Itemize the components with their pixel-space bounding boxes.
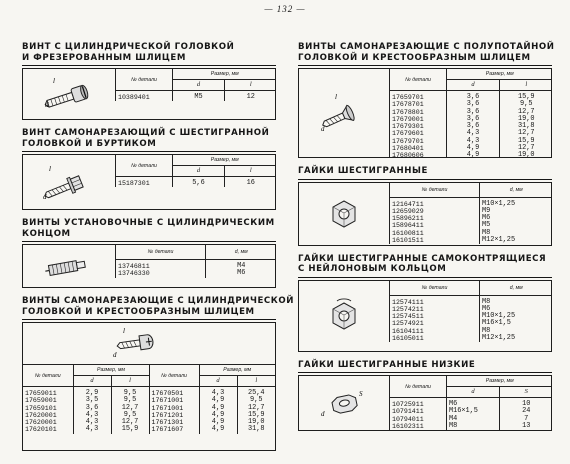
part-box	[22, 244, 276, 288]
header-l: l	[225, 166, 277, 177]
part-box	[298, 68, 552, 158]
table-row	[390, 423, 553, 430]
section-countersunk-tapping-screws	[298, 42, 555, 158]
section-title: И ФРЕЗЕРОВАННЫМ ШЛИЦЕМ	[22, 52, 186, 63]
section-nylon-lock-nuts	[298, 254, 552, 352]
cell-d: 4,3	[73, 419, 111, 426]
cell-part: 12574511	[390, 313, 480, 320]
thin-hex-nut-drawing-icon	[299, 376, 389, 431]
section-hex-nuts	[298, 166, 552, 246]
cell-l: 19,0	[237, 419, 275, 426]
header-size: Размер, мм	[199, 365, 275, 376]
title-underline	[22, 65, 276, 66]
cell-s: 13	[500, 423, 553, 430]
cell-d: M10×1,25	[480, 313, 553, 320]
header-d: d	[173, 166, 225, 177]
cell-l: 31,8	[237, 426, 275, 433]
cell-part: 10791411	[390, 408, 447, 415]
table-row	[116, 263, 277, 270]
table-row	[116, 180, 277, 187]
cell-d: 3,6	[447, 109, 500, 116]
cell-l: 9,5	[500, 101, 553, 108]
cell-part: 17678701	[390, 101, 447, 108]
title-underline	[298, 372, 552, 373]
cell-d: M10×1,25	[480, 201, 553, 208]
table-row	[390, 313, 553, 320]
title-underline	[298, 179, 552, 180]
cell-part: 15896411	[390, 222, 480, 229]
cell-l: 31,8	[500, 123, 553, 130]
cell-part: 13746811	[116, 263, 206, 270]
cell-d: 4,3	[73, 426, 111, 433]
cell-part: 17659101	[25, 404, 57, 412]
cell-part: 12574211	[390, 306, 480, 313]
cell-part: 16105011	[390, 335, 480, 342]
title-underline	[22, 151, 276, 152]
cell-l: 12	[225, 94, 277, 101]
section-title: ВИНТЫ САМОНАРЕЗАЮЩИЕ С ПОЛУПОТАЙНОЙ	[298, 42, 555, 52]
cell-l: 9,5	[237, 397, 275, 404]
cell-part: 16101511	[390, 237, 480, 244]
table-row	[390, 230, 553, 237]
part-box	[298, 375, 552, 431]
right-column	[298, 42, 555, 431]
section-hex-tapping-screw	[22, 128, 276, 210]
table-row	[23, 426, 275, 433]
set-screw-drawing-icon	[23, 245, 113, 288]
cell-part: 12574921	[390, 320, 480, 327]
left-column	[22, 42, 294, 451]
cell-l: 12,7	[500, 130, 553, 137]
cell-part: 17679601	[390, 130, 447, 137]
hex-nut-drawing-icon	[299, 183, 389, 246]
cell-part: 10725911	[390, 401, 447, 408]
header-d: d, мм	[480, 183, 553, 198]
header-size: Размер, мм	[447, 69, 553, 80]
cell-part: 17679701	[390, 138, 447, 145]
svg-text:d: d	[45, 101, 49, 109]
section-title: ГАЙКИ ШЕСТИГРАННЫЕ НИЗКИЕ	[298, 359, 476, 370]
cell-l: 15,9	[111, 426, 149, 433]
header-d: d, мм	[206, 245, 277, 260]
cell-d: 4,3	[73, 412, 111, 419]
cell-part: 16104111	[390, 328, 480, 335]
table-row	[390, 237, 553, 244]
nylon-lock-nut-drawing-icon	[299, 281, 389, 352]
header-part-number: № детали	[116, 155, 173, 177]
header-d: d	[447, 80, 500, 91]
cell-part: 17679301	[390, 123, 447, 130]
svg-text:S: S	[359, 390, 363, 398]
header-size: Размер, мм	[447, 376, 553, 387]
parts-table	[115, 245, 276, 278]
header-part-number: № детали	[116, 245, 206, 260]
cell-part: 17670501	[149, 390, 199, 397]
table-row	[23, 419, 275, 426]
header-s: S	[500, 387, 553, 398]
header-d: d	[173, 80, 225, 91]
cell-d: M5	[173, 94, 225, 101]
cell-part: 13746330	[116, 270, 206, 277]
cell-d: M8	[447, 423, 500, 430]
title-underline	[22, 241, 276, 242]
cell-d: M12×1,25	[480, 237, 553, 244]
table-row	[23, 405, 275, 412]
table-row	[390, 306, 553, 313]
title-underline	[22, 319, 276, 320]
section-title: ГОЛОВКОЙ И КРЕСТООБРАЗНЫМ ШЛИЦЕМ	[22, 306, 255, 317]
table-row	[390, 328, 553, 335]
cell-l: 12,7	[237, 405, 275, 412]
header-d: d	[447, 387, 500, 398]
cell-part: 12574111	[390, 299, 480, 306]
header-d: d, мм	[480, 281, 553, 296]
part-box	[298, 280, 552, 352]
section-title: КОНЦОМ	[22, 228, 71, 239]
cell-d: 4,3	[447, 130, 500, 137]
part-box	[298, 182, 552, 246]
table-row	[390, 152, 553, 158]
cell-part: 17679001	[390, 116, 447, 123]
cell-part: 17659001	[25, 397, 57, 405]
section-thin-hex-nuts	[298, 360, 552, 432]
section-pan-head-tapping-screws	[22, 296, 294, 451]
cell-part: 10794011	[390, 416, 447, 423]
svg-text:d: d	[113, 351, 117, 359]
cell-d: 4,9	[199, 405, 237, 412]
title-underline	[298, 65, 552, 66]
cell-part: 17671607	[149, 426, 199, 433]
svg-text:d: d	[321, 125, 325, 133]
cell-d: 4,9	[447, 152, 500, 158]
cell-l: 9,5	[111, 390, 149, 397]
table-row	[116, 270, 277, 277]
svg-text:l: l	[335, 93, 337, 101]
header-size: Размер, мм	[173, 69, 277, 80]
cell-s: 7	[500, 416, 553, 423]
section-title: ВИНТ САМОНАРЕЗАЮЩИЙ С ШЕСТИГРАННОЙ	[22, 128, 270, 138]
section-cylinder-head-screw	[22, 42, 276, 120]
cell-part: 17671201	[149, 412, 199, 419]
cell-part: 17620101	[25, 426, 57, 434]
section-title: ВИНТЫ САМОНАРЕЗАЮЩИЕ С ЦИЛИНДРИЧЕСКОЙ	[22, 296, 294, 306]
header-size: Размер, мм	[73, 365, 149, 376]
cell-part: 12164711	[390, 201, 480, 208]
cell-l: 16	[225, 180, 277, 187]
section-title: С НЕЙЛОНОВЫМ КОЛЬЦОМ	[298, 264, 447, 274]
cell-d: 4,3	[199, 390, 237, 397]
header-l: l	[111, 376, 149, 387]
svg-text:d: d	[321, 410, 325, 418]
cell-l: 15,9	[237, 412, 275, 419]
cell-l: 12,7	[500, 145, 553, 152]
section-title: ГОЛОВКОЙ И КРЕСТООБРАЗНЫМ ШЛИЦЕМ	[298, 52, 531, 63]
cell-d: 4,3	[447, 138, 500, 145]
cell-l: 12,7	[500, 109, 553, 116]
table-row	[390, 201, 553, 208]
header-l: l	[500, 80, 553, 91]
header-part-number: № детали	[23, 365, 73, 387]
cell-d: 4,9	[447, 145, 500, 152]
cell-l: 15,9	[500, 138, 553, 145]
cell-d: M16×1,5	[447, 408, 500, 415]
cell-d: M6	[447, 401, 500, 408]
cell-part: 17671001	[149, 397, 199, 404]
header-part-number: № детали	[390, 69, 447, 91]
cell-part: 16100811	[390, 230, 480, 237]
parts-table	[389, 183, 552, 245]
table-row	[390, 222, 553, 229]
pan-head-cross-screw-drawing-icon	[23, 323, 276, 367]
cell-d: M8	[480, 328, 553, 335]
header-part-number: № детали	[390, 376, 447, 398]
parts-table	[115, 155, 276, 187]
cell-d: M4	[447, 416, 500, 423]
cell-part: 16102311	[390, 423, 447, 430]
part-box	[22, 154, 276, 210]
table-row	[23, 412, 275, 419]
cell-part: 17659701	[390, 94, 447, 101]
cell-l: 19,0	[500, 116, 553, 123]
cell-d: M16×1,5	[480, 320, 553, 327]
header-part-number: № детали	[390, 183, 480, 198]
cell-part: 17671001	[149, 405, 199, 412]
cell-part: 17620001	[25, 411, 57, 419]
part-box	[22, 322, 276, 451]
cell-d: M6	[206, 270, 277, 277]
cylinder-head-screw-drawing-icon	[23, 69, 113, 120]
cell-part: 17671301	[149, 419, 199, 426]
cell-d: 4,9	[199, 412, 237, 419]
svg-text:l: l	[49, 165, 51, 173]
cell-part: 15896211	[390, 215, 480, 222]
section-title: ВИНТ С ЦИЛИНДРИЧЕСКОЙ ГОЛОВКОЙ	[22, 42, 235, 52]
cell-d: M5	[480, 222, 553, 229]
cell-s: 24	[500, 408, 553, 415]
cell-l: 12,7	[111, 419, 149, 426]
parts-table	[115, 69, 276, 101]
cell-d: 3,6	[447, 116, 500, 123]
cell-part: 10389401	[116, 94, 173, 101]
page-number: — 132 —	[264, 4, 306, 14]
cell-d: 4,9	[199, 419, 237, 426]
cell-d: 4,9	[199, 426, 237, 433]
header-l: l	[237, 376, 275, 387]
svg-text:d: d	[43, 193, 47, 201]
cell-d: M12×1,25	[480, 335, 553, 342]
header-part-number: № детали	[149, 365, 199, 387]
cell-d: 3,6	[447, 101, 500, 108]
cell-d: 2,9	[73, 390, 111, 397]
table-row	[116, 94, 277, 101]
cell-l: 19,0	[500, 152, 553, 158]
cell-d: 3,6	[73, 405, 111, 412]
cell-part: 17678801	[390, 109, 447, 116]
cell-d: M9	[480, 208, 553, 215]
table-row	[23, 397, 275, 404]
countersunk-cross-screw-drawing-icon	[299, 69, 389, 158]
cell-d: M4	[206, 263, 277, 270]
cell-part: 12659029	[390, 208, 480, 215]
title-underline	[298, 277, 552, 278]
table-row	[390, 335, 553, 342]
section-title: ГОЛОВКОЙ И БУРТИКОМ	[22, 138, 157, 149]
section-set-screws	[22, 218, 276, 288]
cell-d: 4,9	[199, 397, 237, 404]
cell-l: 9,5	[111, 397, 149, 404]
cell-d: 3,5	[73, 397, 111, 404]
table-row	[23, 390, 275, 397]
section-title: ГАЙКИ ШЕСТИГРАННЫЕ САМОКОНТРЯЩИЕСЯ	[298, 253, 547, 264]
svg-text:l: l	[53, 77, 55, 85]
parts-table	[389, 69, 552, 158]
cell-l: 25,4	[237, 390, 275, 397]
cell-d: M8	[480, 230, 553, 237]
cell-part: 17680401	[390, 145, 447, 152]
parts-table	[23, 364, 275, 434]
cell-d: M6	[480, 306, 553, 313]
header-part-number: № детали	[116, 69, 173, 91]
hex-flange-screw-drawing-icon	[23, 155, 113, 210]
svg-text:l: l	[123, 327, 125, 335]
part-box	[22, 68, 276, 120]
section-title: ВИНТЫ УСТАНОВОЧНЫЕ С ЦИЛИНДРИЧЕСКИМ	[22, 218, 275, 228]
parts-table	[389, 281, 552, 343]
cell-l: 15,9	[500, 94, 553, 101]
section-title: ГАЙКИ ШЕСТИГРАННЫЕ	[298, 166, 428, 176]
cell-d: M8	[480, 299, 553, 306]
cell-d: 3,6	[447, 94, 500, 101]
cell-s: 10	[500, 401, 553, 408]
cell-part: 17659011	[25, 390, 57, 397]
cell-part: 17620001	[25, 419, 57, 427]
cell-d: 5,6	[173, 180, 225, 187]
cell-d: 3,6	[447, 123, 500, 130]
table-row	[390, 299, 553, 306]
header-d: d	[199, 376, 237, 387]
cell-part: 17680606	[390, 152, 447, 158]
cell-l: 9,5	[111, 412, 149, 419]
header-part-number: № детали	[390, 281, 480, 296]
header-l: l	[225, 80, 277, 91]
header-size: Размер, мм	[173, 155, 277, 166]
table-row	[390, 320, 553, 327]
header-d: d	[73, 376, 111, 387]
cell-part: 15187301	[116, 180, 173, 187]
table-row	[390, 215, 553, 222]
table-row	[390, 208, 553, 215]
cell-l: 12,7	[111, 405, 149, 412]
cell-d: M6	[480, 215, 553, 222]
parts-table	[389, 376, 552, 430]
